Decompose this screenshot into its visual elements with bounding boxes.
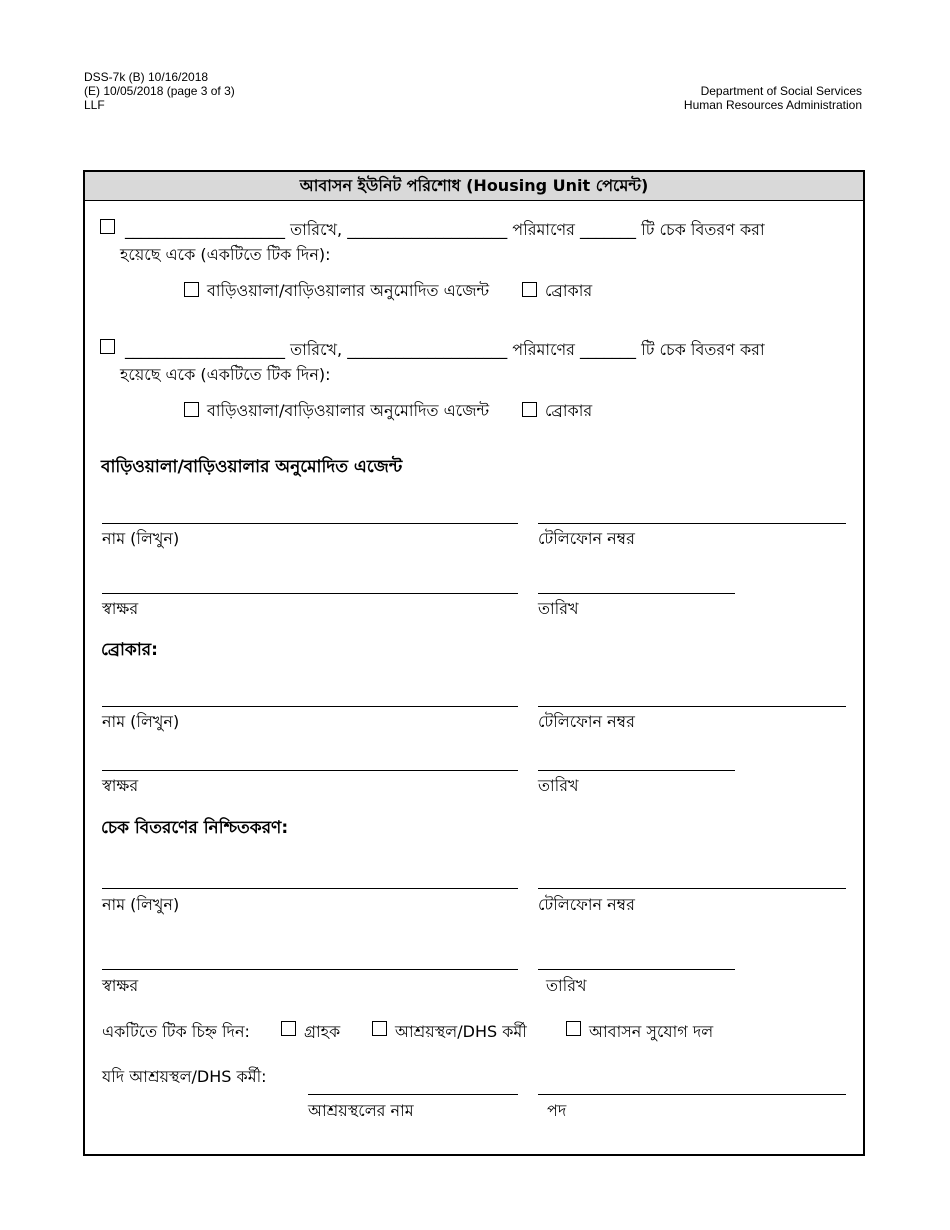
broker-date-line[interactable] bbox=[538, 770, 735, 771]
administration-name: Human Resources Administration bbox=[683, 98, 862, 112]
confirm-date-line[interactable] bbox=[538, 969, 735, 970]
form-id: DSS-7k (B) 10/16/2018 bbox=[84, 70, 209, 84]
client-checkbox[interactable] bbox=[281, 1021, 296, 1036]
shelter-dhs-checkbox[interactable] bbox=[372, 1021, 387, 1036]
check-row-1-line1: ____________________ তারিখে, ____________________ পরিমাণের _______ টি চেক বিতরণ করা bbox=[125, 220, 765, 239]
housing-team-checkbox[interactable] bbox=[566, 1021, 581, 1036]
department-name: Department of Social Services bbox=[700, 84, 862, 98]
broker-section-heading: ব্রোকার: bbox=[101, 640, 158, 660]
form-title: আবাসন ইউনিট পরিশোধ (Housing Unit পেমেন্ট) bbox=[85, 172, 863, 201]
broker-phone-line[interactable] bbox=[538, 706, 846, 707]
client-option-label: গ্রাহক bbox=[304, 1022, 341, 1041]
housing-unit-payment-form bbox=[83, 170, 865, 1156]
confirm-name-line[interactable] bbox=[102, 888, 518, 889]
broker-signature-label: স্বাক্ষর bbox=[102, 776, 139, 795]
confirm-signature-line[interactable] bbox=[102, 969, 518, 970]
check-row-1-checkbox[interactable] bbox=[100, 219, 115, 234]
broker-name-line[interactable] bbox=[102, 706, 518, 707]
confirm-name-label: নাম (লিখুন) bbox=[102, 895, 180, 914]
landlord-name-line[interactable] bbox=[102, 523, 518, 524]
landlord-phone-label: টেলিফোন নম্বর bbox=[538, 529, 635, 548]
broker-date-label: তারিখ bbox=[538, 776, 579, 795]
confirm-phone-line[interactable] bbox=[538, 888, 846, 889]
shelter-condition-label: যদি আশ্রয়স্থল/DHS কর্মী: bbox=[102, 1067, 267, 1086]
broker-signature-line[interactable] bbox=[102, 770, 518, 771]
check-row-2-line2: হয়েছে একে (একটিতে টিক দিন): bbox=[120, 365, 331, 384]
check-row-1-landlord-label: বাড়িওয়ালা/বাড়িওয়ালার অনুমোদিত এজেন্ট bbox=[207, 281, 490, 300]
form-revision: (E) 10/05/2018 (page 3 of 3) bbox=[84, 84, 235, 98]
landlord-phone-line[interactable] bbox=[538, 523, 846, 524]
shelter-name-line[interactable] bbox=[308, 1094, 518, 1095]
confirm-date-label: তারিখ bbox=[546, 976, 587, 995]
form-header-right bbox=[684, 84, 862, 112]
check-row-1-broker-checkbox[interactable] bbox=[522, 282, 537, 297]
broker-name-label: নাম (লিখুন) bbox=[102, 712, 180, 731]
landlord-signature-line[interactable] bbox=[102, 593, 518, 594]
check-row-2-landlord-label: বাড়িওয়ালা/বাড়িওয়ালার অনুমোদিত এজেন্ট bbox=[207, 401, 490, 420]
landlord-section-heading: বাড়িওয়ালা/বাড়িওয়ালার অনুমোদিত এজেন্ট bbox=[101, 457, 403, 477]
landlord-name-label: নাম (লিখুন) bbox=[102, 529, 180, 548]
check-row-2-broker-checkbox[interactable] bbox=[522, 402, 537, 417]
check-row-1-line2: হয়েছে একে (একটিতে টিক দিন): bbox=[120, 245, 331, 264]
check-row-2-landlord-checkbox[interactable] bbox=[184, 402, 199, 417]
shelter-name-label: আশ্রয়স্থলের নাম bbox=[308, 1101, 414, 1120]
tick-one-label: একটিতে টিক চিহ্ন দিন: bbox=[102, 1022, 250, 1041]
check-row-1-landlord-checkbox[interactable] bbox=[184, 282, 199, 297]
check-row-2-checkbox[interactable] bbox=[100, 339, 115, 354]
landlord-date-line[interactable] bbox=[538, 593, 735, 594]
confirm-signature-label: স্বাক্ষর bbox=[102, 976, 139, 995]
confirm-section-heading: চেক বিতরণের নিশ্চিতকরণ: bbox=[101, 818, 289, 838]
position-line[interactable] bbox=[538, 1094, 846, 1095]
form-code: LLF bbox=[84, 98, 105, 112]
confirm-phone-label: টেলিফোন নম্বর bbox=[538, 895, 635, 914]
position-label: পদ bbox=[547, 1101, 567, 1120]
landlord-signature-label: স্বাক্ষর bbox=[102, 599, 139, 618]
housing-team-option-label: আবাসন সুযোগ দল bbox=[589, 1022, 714, 1041]
check-row-2-broker-label: ব্রোকার bbox=[545, 401, 593, 420]
landlord-date-label: তারিখ bbox=[538, 599, 579, 618]
form-header-left bbox=[84, 70, 235, 112]
shelter-dhs-option-label: আশ্রয়স্থল/DHS কর্মী bbox=[395, 1022, 527, 1041]
check-row-1-broker-label: ব্রোকার bbox=[545, 281, 593, 300]
broker-phone-label: টেলিফোন নম্বর bbox=[538, 712, 635, 731]
check-row-2-line1: ____________________ তারিখে, ____________________ পরিমাণের _______ টি চেক বিতরণ করা bbox=[125, 340, 765, 359]
